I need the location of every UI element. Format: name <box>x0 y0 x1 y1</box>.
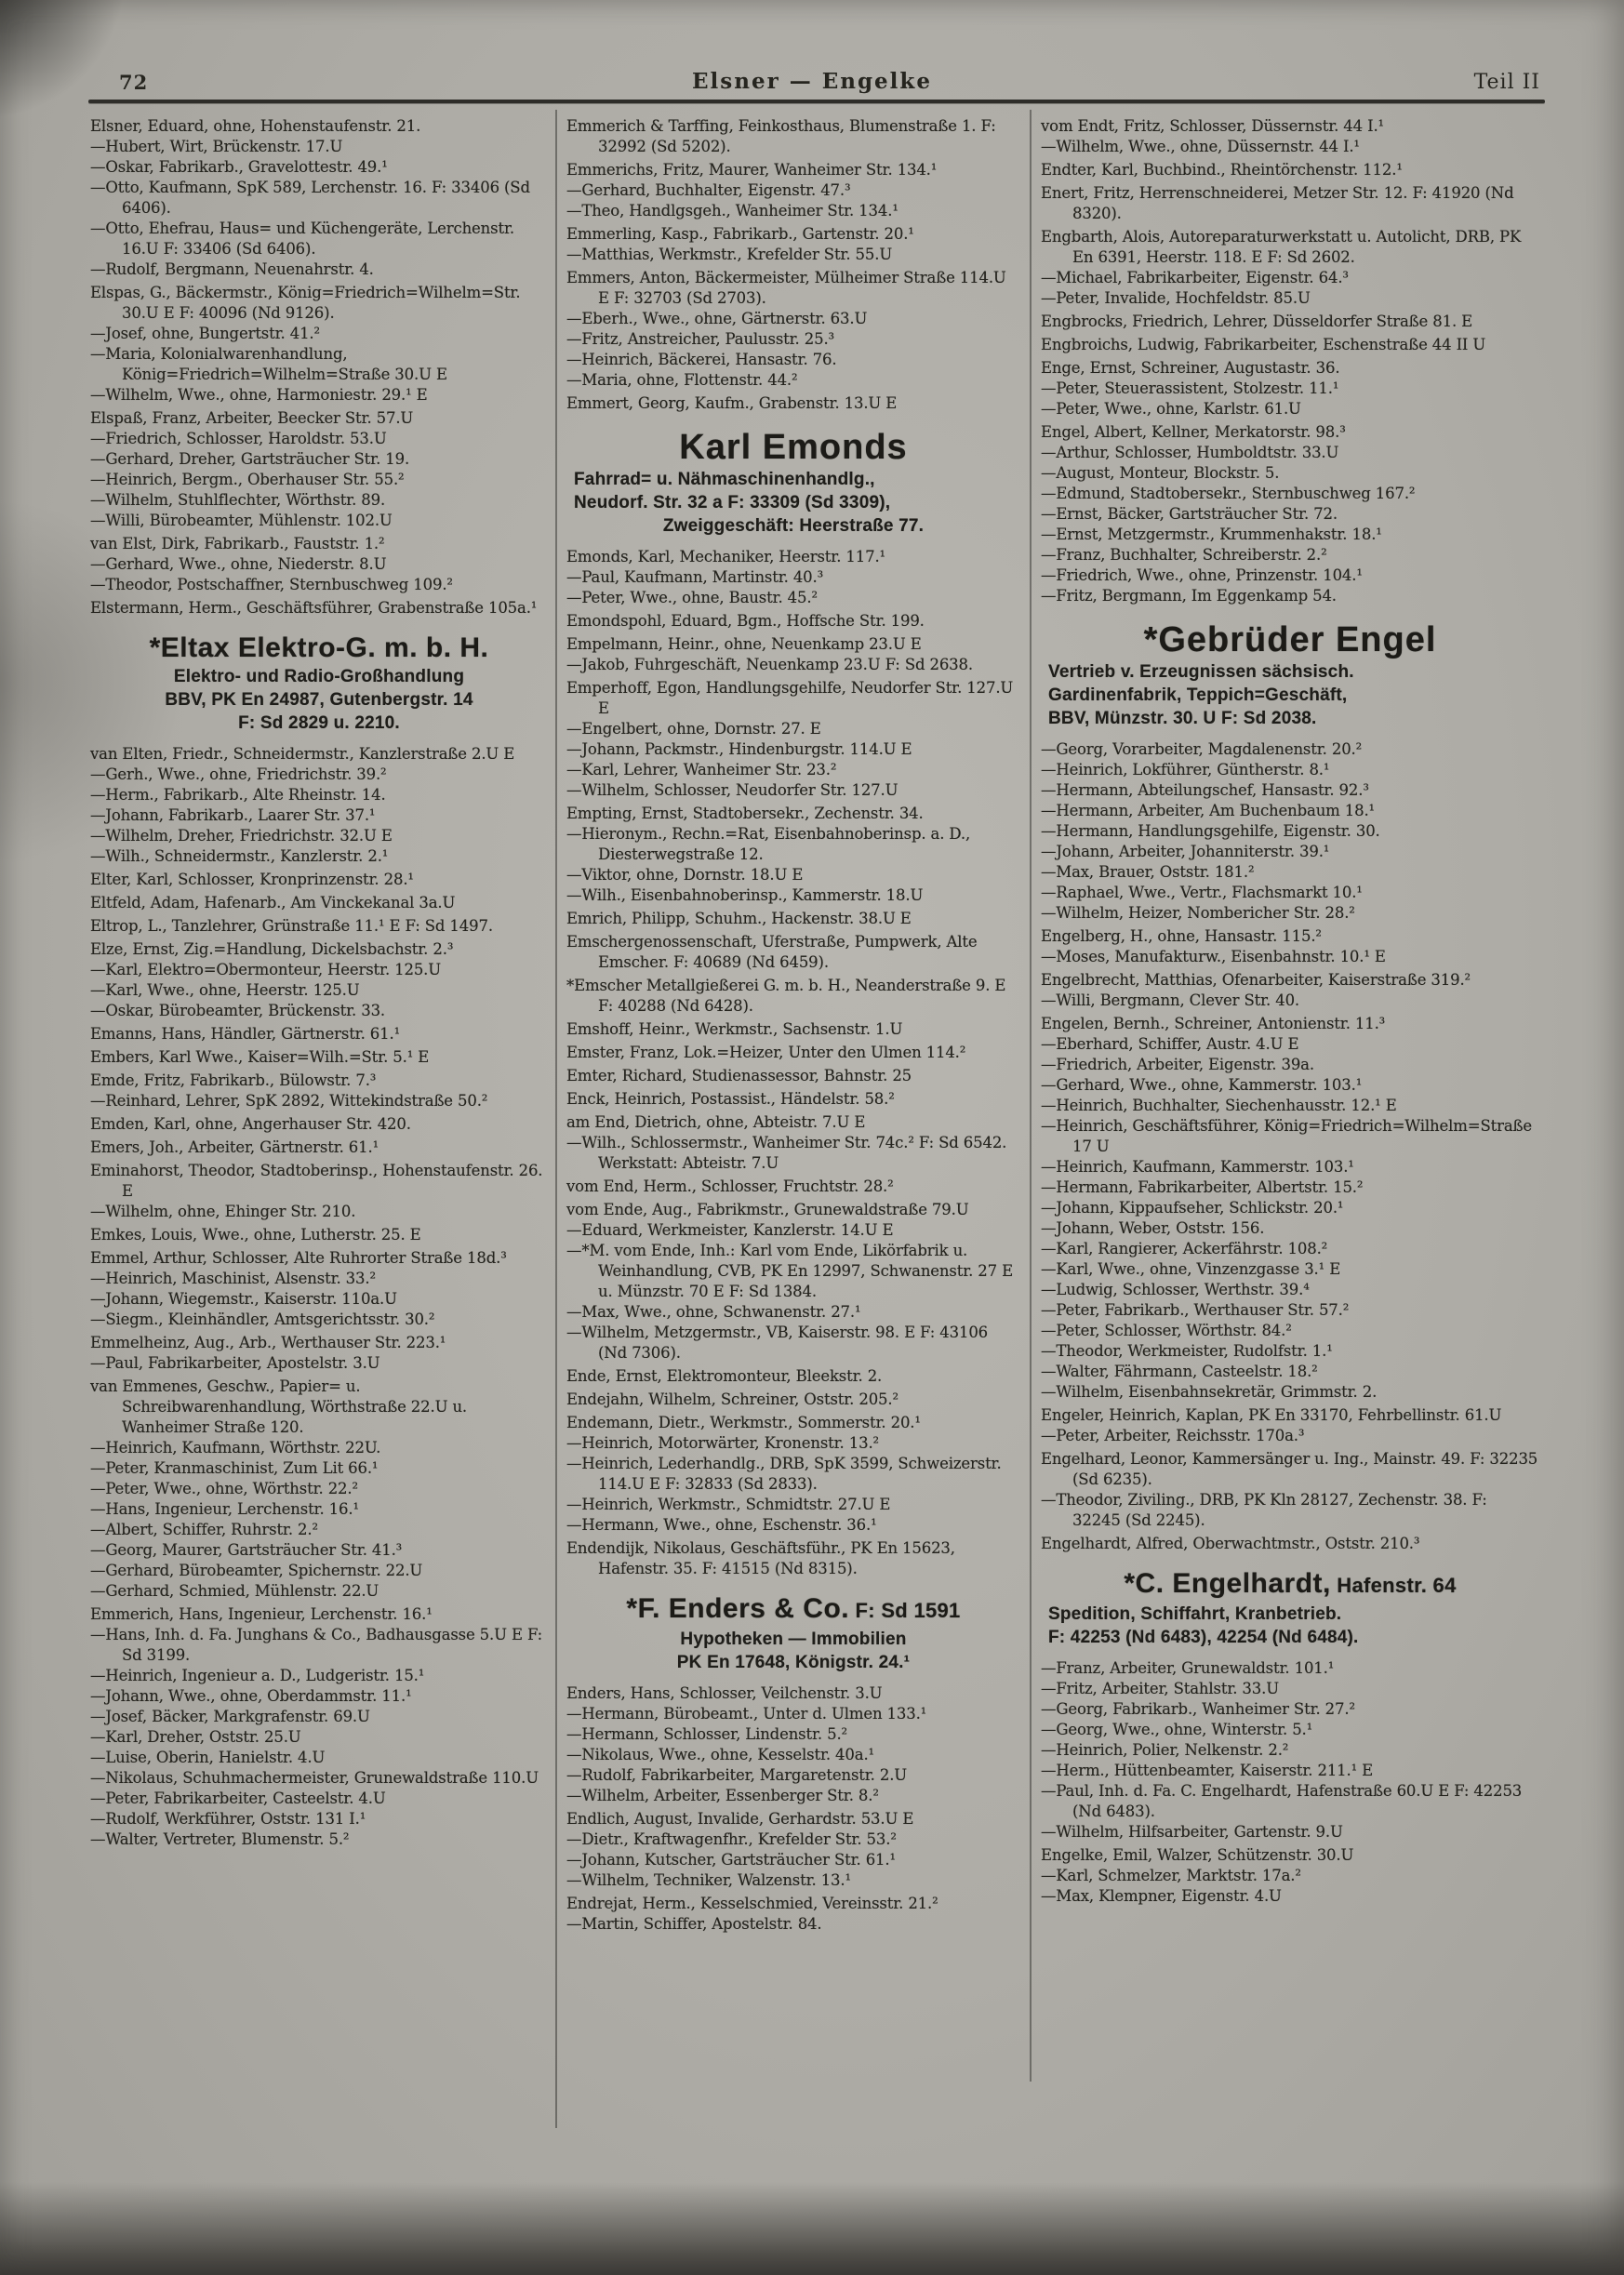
ad-title: Karl Emonds <box>679 428 908 467</box>
ad-title: *C. Engelhardt, Hafenstr. 64 <box>1124 1568 1457 1599</box>
directory-entry: Empting, Ernst, Stadtobersekr., Zechenstr. 34. <box>566 805 924 822</box>
directory-entry: Enge, Ernst, Schreiner, Augustastr. 36. <box>1041 359 1340 377</box>
directory-entry: —Heinrich, Bergm., Oberhauser Str. 55.² <box>90 471 405 488</box>
directory-entry: —Hermann, Wwe., ohne, Eschenstr. 36.¹ <box>566 1516 877 1534</box>
directory-entry: —Gerhard, Wwe., ohne, Kammerstr. 103.¹ <box>1041 1076 1363 1094</box>
directory-entry: —Heinrich, Lederhandlg., DRB, SpK 3599, Schweizerstr. 114.U E F: 32833 (Sd 2833). <box>566 1455 1002 1493</box>
directory-entry: —Karl, Wwe., ohne, Heerstr. 125.U <box>90 981 360 999</box>
page-number: 72 <box>119 71 149 94</box>
directory-entry: Endendijk, Nikolaus, Geschäftsführ., PK En 15623, Hafenstr. 35. F: 41515 (Nd 8315). <box>566 1539 955 1577</box>
directory-entry: —Hans, Inh. d. Fa. Junghans & Co., Badhausgasse 5.U E F: Sd 3199. <box>90 1626 543 1664</box>
directory-entry: —Viktor, ohne, Dornstr. 18.U E <box>566 866 804 884</box>
directory-entry: Emonds, Karl, Mechaniker, Heerstr. 117.¹ <box>566 548 886 565</box>
column-separator-2 <box>1030 110 1032 2082</box>
directory-entry: —Heinrich, Kaufmann, Kammerstr. 103.¹ <box>1041 1158 1354 1176</box>
directory-entry: Endlich, August, Invalide, Gerhardstr. 53.U E <box>566 1810 914 1828</box>
directory-entry: —Paul, Fabrikarbeiter, Apostelstr. 3.U <box>90 1354 380 1372</box>
directory-entry: —Herm., Hüttenbeamter, Kaiserstr. 211.¹ E <box>1041 1762 1374 1779</box>
directory-entry: Emperhoff, Egon, Handlungsgehilfe, Neudorfer Str. 127.U E <box>566 679 1014 717</box>
directory-entry: Emmers, Anton, Bäckermeister, Mülheimer Straße 114.U E F: 32703 (Sd 2703). <box>566 269 1006 307</box>
directory-entry: Emers, Joh., Arbeiter, Gärtnerstr. 61.¹ <box>90 1138 379 1156</box>
directory-entry: Emster, Franz, Lok.=Heizer, Unter den Ulmen 114.² <box>566 1044 966 1061</box>
directory-entry: —Wilhelm, Stuhlflechter, Wörthstr. 89. <box>90 491 386 509</box>
directory-entry: —Hermann, Arbeiter, Am Buchenbaum 18.¹ <box>1041 802 1376 819</box>
directory-entry: —Peter, Kranmaschinist, Zum Lit 66.¹ <box>90 1459 379 1477</box>
directory-entry: —Heinrich, Kaufmann, Wörthstr. 22U. <box>90 1439 381 1457</box>
directory-entry: —Michael, Fabrikarbeiter, Eigenstr. 64.³ <box>1041 269 1349 286</box>
directory-entry: —Peter, Fabrikarb., Werthauser Str. 57.² <box>1041 1301 1350 1319</box>
directory-entry: —Hermann, Handlungsgehilfe, Eigenstr. 30. <box>1041 822 1380 840</box>
directory-entry: —Heinrich, Maschinist, Alsenstr. 33.² <box>90 1270 376 1287</box>
ad-title-detail: Hafenstr. 64 <box>1330 1574 1457 1597</box>
directory-entry: —Karl, Dreher, Oststr. 25.U <box>90 1728 301 1746</box>
directory-entry: —Peter, Invalide, Hochfeldstr. 85.U <box>1041 289 1311 307</box>
directory-entry: —Johann, Weber, Oststr. 156. <box>1041 1219 1265 1237</box>
directory-entry: —Hieronym., Rechn.=Rat, Eisenbahnoberinsp. a. D., Diesterwegstraße 12. <box>566 825 971 863</box>
directory-entry: —Wilhelm, Eisenbahnsekretär, Grimmstr. 2. <box>1041 1383 1378 1401</box>
directory-entry: van Emmenes, Geschw., Papier= u. Schreibwarenhandlung, Wörthstraße 22.U u. Wanheimer Straße 120. <box>90 1377 468 1436</box>
directory-entry: —Peter, Arbeiter, Reichsstr. 170a.³ <box>1041 1427 1305 1444</box>
directory-entry: Elspaß, Franz, Arbeiter, Beecker Str. 57.U <box>90 409 414 427</box>
directory-entry: —Heinrich, Buchhalter, Siechenhausstr. 12.¹ E <box>1041 1097 1397 1114</box>
directory-entry: Elstermann, Herm., Geschäftsführer, Grabenstraße 105a.¹ <box>90 599 538 617</box>
directory-entry: Emkes, Louis, Wwe., ohne, Lutherstr. 25. E <box>90 1226 421 1244</box>
directory-entry: —Jakob, Fuhrgeschäft, Neuenkamp 23.U F: Sd 2638. <box>566 656 973 673</box>
running-title: Elsner — Engelke <box>692 69 932 94</box>
directory-entry: —Fritz, Anstreicher, Paulusstr. 25.³ <box>566 330 835 348</box>
directory-entry: —Johann, Kippaufseher, Schlickstr. 20.¹ <box>1041 1199 1344 1217</box>
directory-entry: —*M. vom Ende, Inh.: Karl vom Ende, Likörfabrik u. Weinhandlung, CVB, PK En 12997, Schwanenstr. 27 E u. Münzstr. 70 E F: Sd 1384. <box>566 1242 1013 1300</box>
ad-line: F: 42253 (Nd 6483), 42254 (Nd 6484). <box>1048 1628 1359 1647</box>
directory-entry: —Wilhelm, Schlosser, Neudorfer Str. 127.U <box>566 781 899 799</box>
directory-entry: Emde, Fritz, Fabrikarb., Bülowstr. 7.³ <box>90 1071 377 1089</box>
directory-entry: Engbroichs, Ludwig, Fabrikarbeiter, Eschenstraße 44 II U <box>1041 336 1486 353</box>
directory-entry: —Max, Brauer, Oststr. 181.² <box>1041 863 1255 881</box>
directory-entry: —Raphael, Wwe., Vertr., Flachsmarkt 10.¹ <box>1041 884 1363 901</box>
directory-entry: —Heinrich, Polier, Nelkenstr. 2.² <box>1041 1741 1289 1759</box>
directory-entry: —Heinrich, Lokführer, Güntherstr. 8.¹ <box>1041 761 1330 778</box>
directory-entry: —Gerhard, Dreher, Gartsträucher Str. 19. <box>90 450 410 468</box>
directory-entry: —Max, Wwe., ohne, Schwanenstr. 27.¹ <box>566 1303 861 1321</box>
directory-entry: —Wilhelm, Wwe., ohne, Harmoniestr. 29.¹ E <box>90 386 428 404</box>
directory-entry: —Friedrich, Arbeiter, Eigenstr. 39a. <box>1041 1056 1314 1073</box>
directory-entry: —Gerh., Wwe., ohne, Friedrichstr. 39.² <box>90 765 387 783</box>
directory-entry: —Wilhelm, Heizer, Nombericher Str. 28.² <box>1041 904 1355 922</box>
directory-entry: Engelberg, H., ohne, Hansastr. 115.² <box>1041 927 1322 945</box>
directory-entry: —Maria, Kolonialwarenhandlung, König=Friedrich=Wilhelm=Straße 30.U E <box>90 345 447 383</box>
ad-line: Zweiggeschäft: Heerstraße 77. <box>662 516 925 536</box>
directory-entry: —Gerhard, Schmied, Mühlenstr. 22.U <box>90 1582 379 1600</box>
ad-title: *F. Enders & Co. F: Sd 1591 <box>626 1593 961 1624</box>
directory-entry: Elze, Ernst, Zig.=Handlung, Dickelsbachstr. 2.³ <box>90 940 454 958</box>
directory-entry: Emondspohl, Eduard, Bgm., Hoffsche Str. 199. <box>566 612 925 630</box>
directory-entry: —Wilh., Eisenbahnoberinsp., Kammerstr. 18.U <box>566 886 924 904</box>
directory-entry: Emmerich, Hans, Ingenieur, Lerchenstr. 16.¹ <box>90 1605 433 1623</box>
directory-entry: —Georg, Vorarbeiter, Magdalenenstr. 20.² <box>1041 740 1363 758</box>
directory-entry: Engelen, Bernh., Schreiner, Antonienstr. 11.³ <box>1041 1015 1386 1032</box>
directory-entry: Ende, Ernst, Elektromonteur, Bleekstr. 2. <box>566 1367 883 1385</box>
directory-entry: Engelhardt, Alfred, Oberwachtmstr., Oststr. 210.³ <box>1041 1535 1420 1552</box>
column-3 <box>1041 113 1539 1907</box>
directory-entry: —Heinrich, Geschäftsführer, König=Friedrich=Wilhelm=Straße 17 U <box>1041 1117 1532 1155</box>
directory-entry: Engelhard, Leonor, Kammersänger u. Ing., Mainstr. 49. F: 32235 (Sd 6235). <box>1041 1450 1538 1488</box>
directory-entry: —Martin, Schiffer, Apostelstr. 84. <box>566 1915 822 1933</box>
ad-line: Gardinenfabrik, Teppich=Geschäft, <box>1048 685 1348 705</box>
directory-entry: —Ernst, Metzgermstr., Krummenhakstr. 18.¹ <box>1041 526 1382 543</box>
directory-entry: *Emscher Metallgießerei G. m. b. H., Neanderstraße 9. E F: 40288 (Nd 6428). <box>566 977 1006 1015</box>
directory-entry: vom End, Herm., Schlosser, Fruchtstr. 28.² <box>566 1177 894 1195</box>
directory-entry: —Willi, Bergmann, Clever Str. 40. <box>1041 991 1300 1009</box>
directory-entry: —Edmund, Stadtobersekr., Sternbuschweg 167.² <box>1041 485 1416 502</box>
column-separator-1 <box>555 110 557 2128</box>
directory-entry: Elter, Karl, Schlosser, Kronprinzenstr. 28.¹ <box>90 871 414 888</box>
directory-entry: —Heinrich, Werkmstr., Schmidtstr. 27.U E <box>566 1496 891 1513</box>
directory-entry: Emshoff, Heinr., Werkmstr., Sachsenstr. 1.U <box>566 1020 903 1038</box>
directory-entry: Eltfeld, Adam, Hafenarb., Am Vinckekanal 3a.U <box>90 894 456 911</box>
directory-entry: —Albert, Schiffer, Ruhrstr. 2.² <box>90 1521 318 1538</box>
directory-entry: —Friedrich, Schlosser, Haroldstr. 53.U <box>90 430 387 447</box>
directory-entry: —Gerhard, Buchhalter, Eigenstr. 47.³ <box>566 181 851 199</box>
directory-entry: —Wilhelm, ohne, Ehinger Str. 210. <box>90 1203 356 1220</box>
directory-entry: —Hubert, Wirt, Brückenstr. 17.U <box>90 138 343 155</box>
ad-title: *Eltax Elektro-G. m. b. H. <box>149 632 489 663</box>
directory-entry: —Heinrich, Ingenieur a. D., Ludgeristr. 15.¹ <box>90 1667 425 1684</box>
directory-entry: —Wilhelm, Wwe., ohne, Düssernstr. 44 I.¹ <box>1041 138 1360 155</box>
directory-entry: —Otto, Ehefrau, Haus= und Küchengeräte, Lerchenstr. 16.U F: 33406 (Sd 6406). <box>90 220 514 258</box>
directory-entry: —Walter, Vertreter, Blumenstr. 5.² <box>90 1830 350 1848</box>
directory-entry: Engbrocks, Friedrich, Lehrer, Düsseldorfer Straße 81. E <box>1041 313 1473 330</box>
directory-entry: —Georg, Wwe., ohne, Winterstr. 5.¹ <box>1041 1721 1313 1738</box>
directory-entry: —Fritz, Bergmann, Im Eggenkamp 54. <box>1041 587 1337 605</box>
directory-entry: Engelbrecht, Matthias, Ofenarbeiter, Kaiserstraße 319.² <box>1041 971 1471 989</box>
directory-entry: Elsner, Eduard, ohne, Hohenstaufenstr. 21. <box>90 117 421 135</box>
directory-entry: Enders, Hans, Schlosser, Veilchenstr. 3.U <box>566 1684 883 1702</box>
directory-entry: Engelke, Emil, Walzer, Schützenstr. 30.U <box>1041 1846 1354 1864</box>
directory-entry: Eminahorst, Theodor, Stadtoberinsp., Hohenstaufenstr. 26. E <box>90 1162 543 1200</box>
directory-entry: —August, Monteur, Blockstr. 5. <box>1041 464 1280 482</box>
directory-entry: vom Ende, Aug., Fabrikmstr., Grunewaldstraße 79.U <box>566 1201 969 1218</box>
ad-line: Spedition, Schiffahrt, Kranbetrieb. <box>1048 1604 1342 1624</box>
directory-entry: —Johann, Packmstr., Hindenburgstr. 114.U E <box>566 740 912 758</box>
directory-entry: Endejahn, Wilhelm, Schreiner, Oststr. 205.² <box>566 1390 899 1408</box>
ad-line: Neudorf. Str. 32 a F: 33309 (Sd 3309), <box>574 493 891 512</box>
directory-entry: Emmert, Georg, Kaufm., Grabenstr. 13.U E <box>566 394 898 412</box>
column-2 <box>566 113 1020 1935</box>
directory-entry: van Elten, Friedr., Schneidermstr., Kanzlerstraße 2.U E <box>90 745 515 763</box>
directory-entry: —Ernst, Bäcker, Gartsträucher Str. 72. <box>1041 505 1338 523</box>
directory-entry: —Nikolaus, Wwe., ohne, Kesselstr. 40a.¹ <box>566 1746 874 1763</box>
directory-entry: —Paul, Kaufmann, Martinstr. 40.³ <box>566 568 824 586</box>
directory-entry: —Gerhard, Bürobeamter, Spichernstr. 22.U <box>90 1562 423 1579</box>
directory-entry: van Elst, Dirk, Fabrikarb., Fauststr. 1.² <box>90 535 385 552</box>
directory-entry: —Wilhelm, Techniker, Walzenstr. 13.¹ <box>566 1871 851 1889</box>
directory-entry: Enck, Heinrich, Postassist., Händelstr. 58.² <box>566 1090 895 1108</box>
directory-entry: —Wilhelm, Hilfsarbeiter, Gartenstr. 9.U <box>1041 1823 1343 1841</box>
directory-entry: vom Endt, Fritz, Schlosser, Düssernstr. 44 I.¹ <box>1041 117 1385 135</box>
directory-entry: Emmerich & Tarffing, Feinkosthaus, Blumenstraße 1. F: 32992 (Sd 5202). <box>566 117 996 155</box>
directory-entry: —Peter, Steuerassistent, Stolzestr. 11.¹ <box>1041 379 1339 397</box>
directory-entry: —Karl, Elektro=Obermonteur, Heerstr. 125.U <box>90 961 442 978</box>
ad-line: BBV, Münzstr. 30. U F: Sd 2038. <box>1048 709 1317 728</box>
directory-entry: —Oskar, Bürobeamter, Brückenstr. 33. <box>90 1002 386 1019</box>
directory-entry: Endter, Karl, Buchbind., Rheintörchenstr. 112.¹ <box>1041 161 1403 179</box>
directory-entry: Emter, Richard, Studienassessor, Bahnstr. 25 <box>566 1067 912 1084</box>
directory-entry: —Josef, ohne, Bungertstr. 41.² <box>90 325 320 342</box>
directory-entry: Engel, Albert, Kellner, Merkatorstr. 98.³ <box>1041 423 1346 441</box>
directory-entry: —Otto, Kaufmann, SpK 589, Lerchenstr. 16. F: 33406 (Sd 6406). <box>90 179 530 217</box>
directory-entry: —Wilhelm, Metzgermstr., VB, Kaiserstr. 98. E F: 43106 (Nd 7306). <box>566 1324 989 1362</box>
directory-entry: —Theodor, Postschaffner, Sternbuschweg 109.² <box>90 576 453 593</box>
directory-entry: —Reinhard, Lehrer, SpK 2892, Wittekindstraße 50.² <box>90 1092 488 1110</box>
directory-entry: Emden, Karl, ohne, Angerhauser Str. 420. <box>90 1115 411 1133</box>
directory-entry: —Paul, Inh. d. Fa. C. Engelhardt, Hafenstraße 60.U E F: 42253 (Nd 6483). <box>1041 1782 1523 1820</box>
directory-entry: —Johann, Wiegemstr., Kaiserstr. 110a.U <box>90 1290 397 1308</box>
ad-line: F: Sd 2829 u. 2210. <box>238 713 400 733</box>
directory-entry: —Eduard, Werkmeister, Kanzlerstr. 14.U E <box>566 1221 894 1239</box>
directory-entry: Elspas, G., Bäckermstr., König=Friedrich=Wilhelm=Str. 30.U E F: 40096 (Nd 9126). <box>90 284 521 322</box>
directory-entry: Engeler, Heinrich, Kaplan, PK En 33170, Fehrbellinstr. 61.U <box>1041 1406 1502 1424</box>
ad-line: PK En 17648, Königstr. 24.¹ <box>676 1653 911 1672</box>
directory-entry: —Ludwig, Schlosser, Werthstr. 39.⁴ <box>1041 1281 1310 1298</box>
directory-entry: Endrejat, Herm., Kesselschmied, Vereinsstr. 21.² <box>566 1895 938 1912</box>
directory-entry: Emmelheinz, Aug., Arb., Werthauser Str. 223.¹ <box>90 1334 446 1351</box>
directory-entry: —Wilhelm, Arbeiter, Essenberger Str. 8.² <box>566 1787 879 1804</box>
ad-line: Fahrrad= u. Nähmaschinenhandlg., <box>574 470 875 489</box>
directory-entry: —Wilhelm, Dreher, Friedrichstr. 32.U E <box>90 827 393 845</box>
directory-entry: —Karl, Schmelzer, Marktstr. 17a.² <box>1041 1867 1301 1884</box>
directory-entry: —Matthias, Werkmstr., Krefelder Str. 55.U <box>566 246 893 263</box>
directory-entry: —Theodor, Werkmeister, Rudolfstr. 1.¹ <box>1041 1342 1333 1360</box>
directory-entry: —Herm., Fabrikarb., Alte Rheinstr. 14. <box>90 786 386 804</box>
directory-entry: —Hans, Ingenieur, Lerchenstr. 16.¹ <box>90 1500 359 1518</box>
directory-entry: Engbarth, Alois, Autoreparaturwerkstatt u. Autolicht, DRB, PK En 6391, Heerstr. 118. E F: Sd 2602. <box>1041 228 1522 266</box>
directory-entry: Enert, Fritz, Herrenschneiderei, Metzer Str. 12. F: 41920 (Nd 8320). <box>1041 184 1514 222</box>
directory-entry: —Hermann, Schlosser, Lindenstr. 5.² <box>566 1725 847 1743</box>
directory-entry: Emmerichs, Fritz, Maurer, Wanheimer Str. 134.¹ <box>566 161 938 179</box>
directory-entry: —Franz, Arbeiter, Grunewaldstr. 101.¹ <box>1041 1659 1335 1677</box>
directory-entry: —Hermann, Fabrikarbeiter, Albertstr. 15.² <box>1041 1178 1364 1196</box>
directory-entry: —Hermann, Bürobeamt., Unter d. Ulmen 133.¹ <box>566 1705 927 1723</box>
directory-entry: —Georg, Fabrikarb., Wanheimer Str. 27.² <box>1041 1700 1355 1718</box>
directory-entry: —Karl, Lehrer, Wanheimer Str. 23.² <box>566 761 837 778</box>
directory-entry: —Luise, Oberin, Hanielstr. 4.U <box>90 1749 326 1766</box>
directory-entry: Emmerling, Kasp., Fabrikarb., Gartenstr. 20.¹ <box>566 225 914 243</box>
directory-entry: Eltrop, L., Tanzlehrer, Grünstraße 11.¹ E F: Sd 1497. <box>90 917 493 935</box>
header-rule <box>88 100 1545 103</box>
column-1 <box>90 113 548 1850</box>
directory-entry: —Nikolaus, Schuhmachermeister, Grunewaldstraße 110.U <box>90 1769 539 1787</box>
directory-entry: —Moses, Manufakturw., Eisenbahnstr. 10.¹ E <box>1041 948 1386 965</box>
ad-title: *Gebrüder Engel <box>1143 620 1437 659</box>
directory-entry: —Dietr., Kraftwagenfhr., Krefelder Str. 53.² <box>566 1830 897 1848</box>
directory-entry: —Walter, Fährmann, Casteelstr. 18.² <box>1041 1363 1318 1380</box>
directory-entry: —Gerhard, Wwe., ohne, Niederstr. 8.U <box>90 555 387 573</box>
directory-entry: —Peter, Wwe., ohne, Wörthstr. 22.² <box>90 1480 358 1497</box>
directory-entry: —Johann, Fabrikarb., Laarer Str. 37.¹ <box>90 806 376 824</box>
directory-entry: —Peter, Schlosser, Wörthstr. 84.² <box>1041 1322 1292 1339</box>
directory-entry: —Eberhard, Schiffer, Austr. 4.U E <box>1041 1035 1299 1053</box>
part-label: Teil II <box>1473 71 1540 94</box>
directory-entry: —Peter, Wwe., ohne, Baustr. 45.² <box>566 589 818 606</box>
directory-entry: —Siegm., Kleinhändler, Amtsgerichtsstr. 30.² <box>90 1310 435 1328</box>
directory-entry: Emrich, Philipp, Schuhm., Hackenstr. 38.U E <box>566 910 912 927</box>
directory-entry: am End, Dietrich, ohne, Abteistr. 7.U E <box>566 1113 866 1131</box>
directory-entry: —Engelbert, ohne, Dornstr. 27. E <box>566 720 821 738</box>
directory-entry: —Rudolf, Fabrikarbeiter, Margaretenstr. 2.U <box>566 1766 908 1784</box>
directory-entry: —Theodor, Ziviling., DRB, PK Kln 28127, Zechenstr. 38. F: 32245 (Sd 2245). <box>1041 1491 1487 1529</box>
directory-entry: —Karl, Rangierer, Ackerfährstr. 108.² <box>1041 1240 1328 1257</box>
ad-line: Hypotheken — Immobilien <box>680 1630 907 1649</box>
directory-entry: —Georg, Maurer, Gartsträucher Str. 41.³ <box>90 1541 403 1559</box>
directory-entry: —Heinrich, Motorwärter, Kronenstr. 13.² <box>566 1434 880 1452</box>
directory-entry: Embers, Karl Wwe., Kaiser=Wilh.=Str. 5.¹ E <box>90 1048 430 1066</box>
ad-line: Elektro- und Radio-Großhandlung <box>173 667 465 686</box>
directory-entry: —Max, Klempner, Eigenstr. 4.U <box>1041 1887 1282 1905</box>
directory-entry: —Wilh., Schlossermstr., Wanheimer Str. 74c.² F: Sd 6542. Werkstatt: Abteistr. 7.U <box>566 1134 1007 1172</box>
directory-entry: —Heinrich, Bäckerei, Hansastr. 76. <box>566 351 837 368</box>
directory-entry: —Franz, Buchhalter, Schreiberstr. 2.² <box>1041 546 1327 564</box>
directory-entry: Emschergenossenschaft, Uferstraße, Pumpwerk, Alte Emscher. F: 40689 (Nd 6459). <box>566 933 978 971</box>
directory-entry: —Johann, Arbeiter, Johanniterstr. 39.¹ <box>1041 843 1330 860</box>
ad-line: BBV, PK En 24987, Gutenbergstr. 14 <box>165 690 473 710</box>
directory-entry: —Rudolf, Bergmann, Neuenahrstr. 4. <box>90 260 374 278</box>
directory-entry: —Oskar, Fabrikarb., Gravelottestr. 49.¹ <box>90 158 388 176</box>
directory-entry: —Wilh., Schneidermstr., Kanzlerstr. 2.¹ <box>90 847 389 865</box>
directory-entry: —Theo, Handlgsgeh., Wanheimer Str. 134.¹ <box>566 202 899 220</box>
directory-entry: —Rudolf, Werkführer, Oststr. 131 I.¹ <box>90 1810 366 1828</box>
directory-entry: —Willi, Bürobeamter, Mühlenstr. 102.U <box>90 512 393 529</box>
directory-entry: —Peter, Wwe., ohne, Karlstr. 61.U <box>1041 400 1301 418</box>
directory-entry: Emanns, Hans, Händler, Gärtnerstr. 61.¹ <box>90 1025 401 1043</box>
ad-line: Vertrieb v. Erzeugnissen sächsisch. <box>1048 662 1354 682</box>
directory-entry: —Josef, Bäcker, Markgrafenstr. 69.U <box>90 1708 370 1725</box>
directory-entry: Empelmann, Heinr., ohne, Neuenkamp 23.U E <box>566 635 922 653</box>
directory-entry: —Eberh., Wwe., ohne, Gärtnerstr. 63.U <box>566 310 868 327</box>
directory-entry: Emmel, Arthur, Schlosser, Alte Ruhrorter Straße 18d.³ <box>90 1249 507 1267</box>
directory-entry: —Karl, Wwe., ohne, Vinzenzgasse 3.¹ E <box>1041 1260 1341 1278</box>
directory-entry: —Fritz, Arbeiter, Stahlstr. 33.U <box>1041 1680 1279 1697</box>
directory-entry: —Arthur, Schlosser, Humboldtstr. 33.U <box>1041 444 1339 461</box>
directory-entry: —Hermann, Abteilungschef, Hansastr. 92.³ <box>1041 781 1369 799</box>
ad-title-detail: F: Sd 1591 <box>849 1599 961 1622</box>
directory-entry: —Maria, ohne, Flottenstr. 44.² <box>566 371 798 389</box>
directory-entry: Endemann, Dietr., Werkmstr., Sommerstr. 20.¹ <box>566 1414 921 1431</box>
directory-entry: —Johann, Wwe., ohne, Oberdammstr. 11.¹ <box>90 1687 412 1705</box>
directory-entry: —Friedrich, Wwe., ohne, Prinzenstr. 104.¹ <box>1041 566 1363 584</box>
directory-entry: —Peter, Fabrikarbeiter, Casteelstr. 4.U <box>90 1789 386 1807</box>
directory-entry: —Johann, Kutscher, Gartsträucher Str. 61.¹ <box>566 1851 896 1869</box>
